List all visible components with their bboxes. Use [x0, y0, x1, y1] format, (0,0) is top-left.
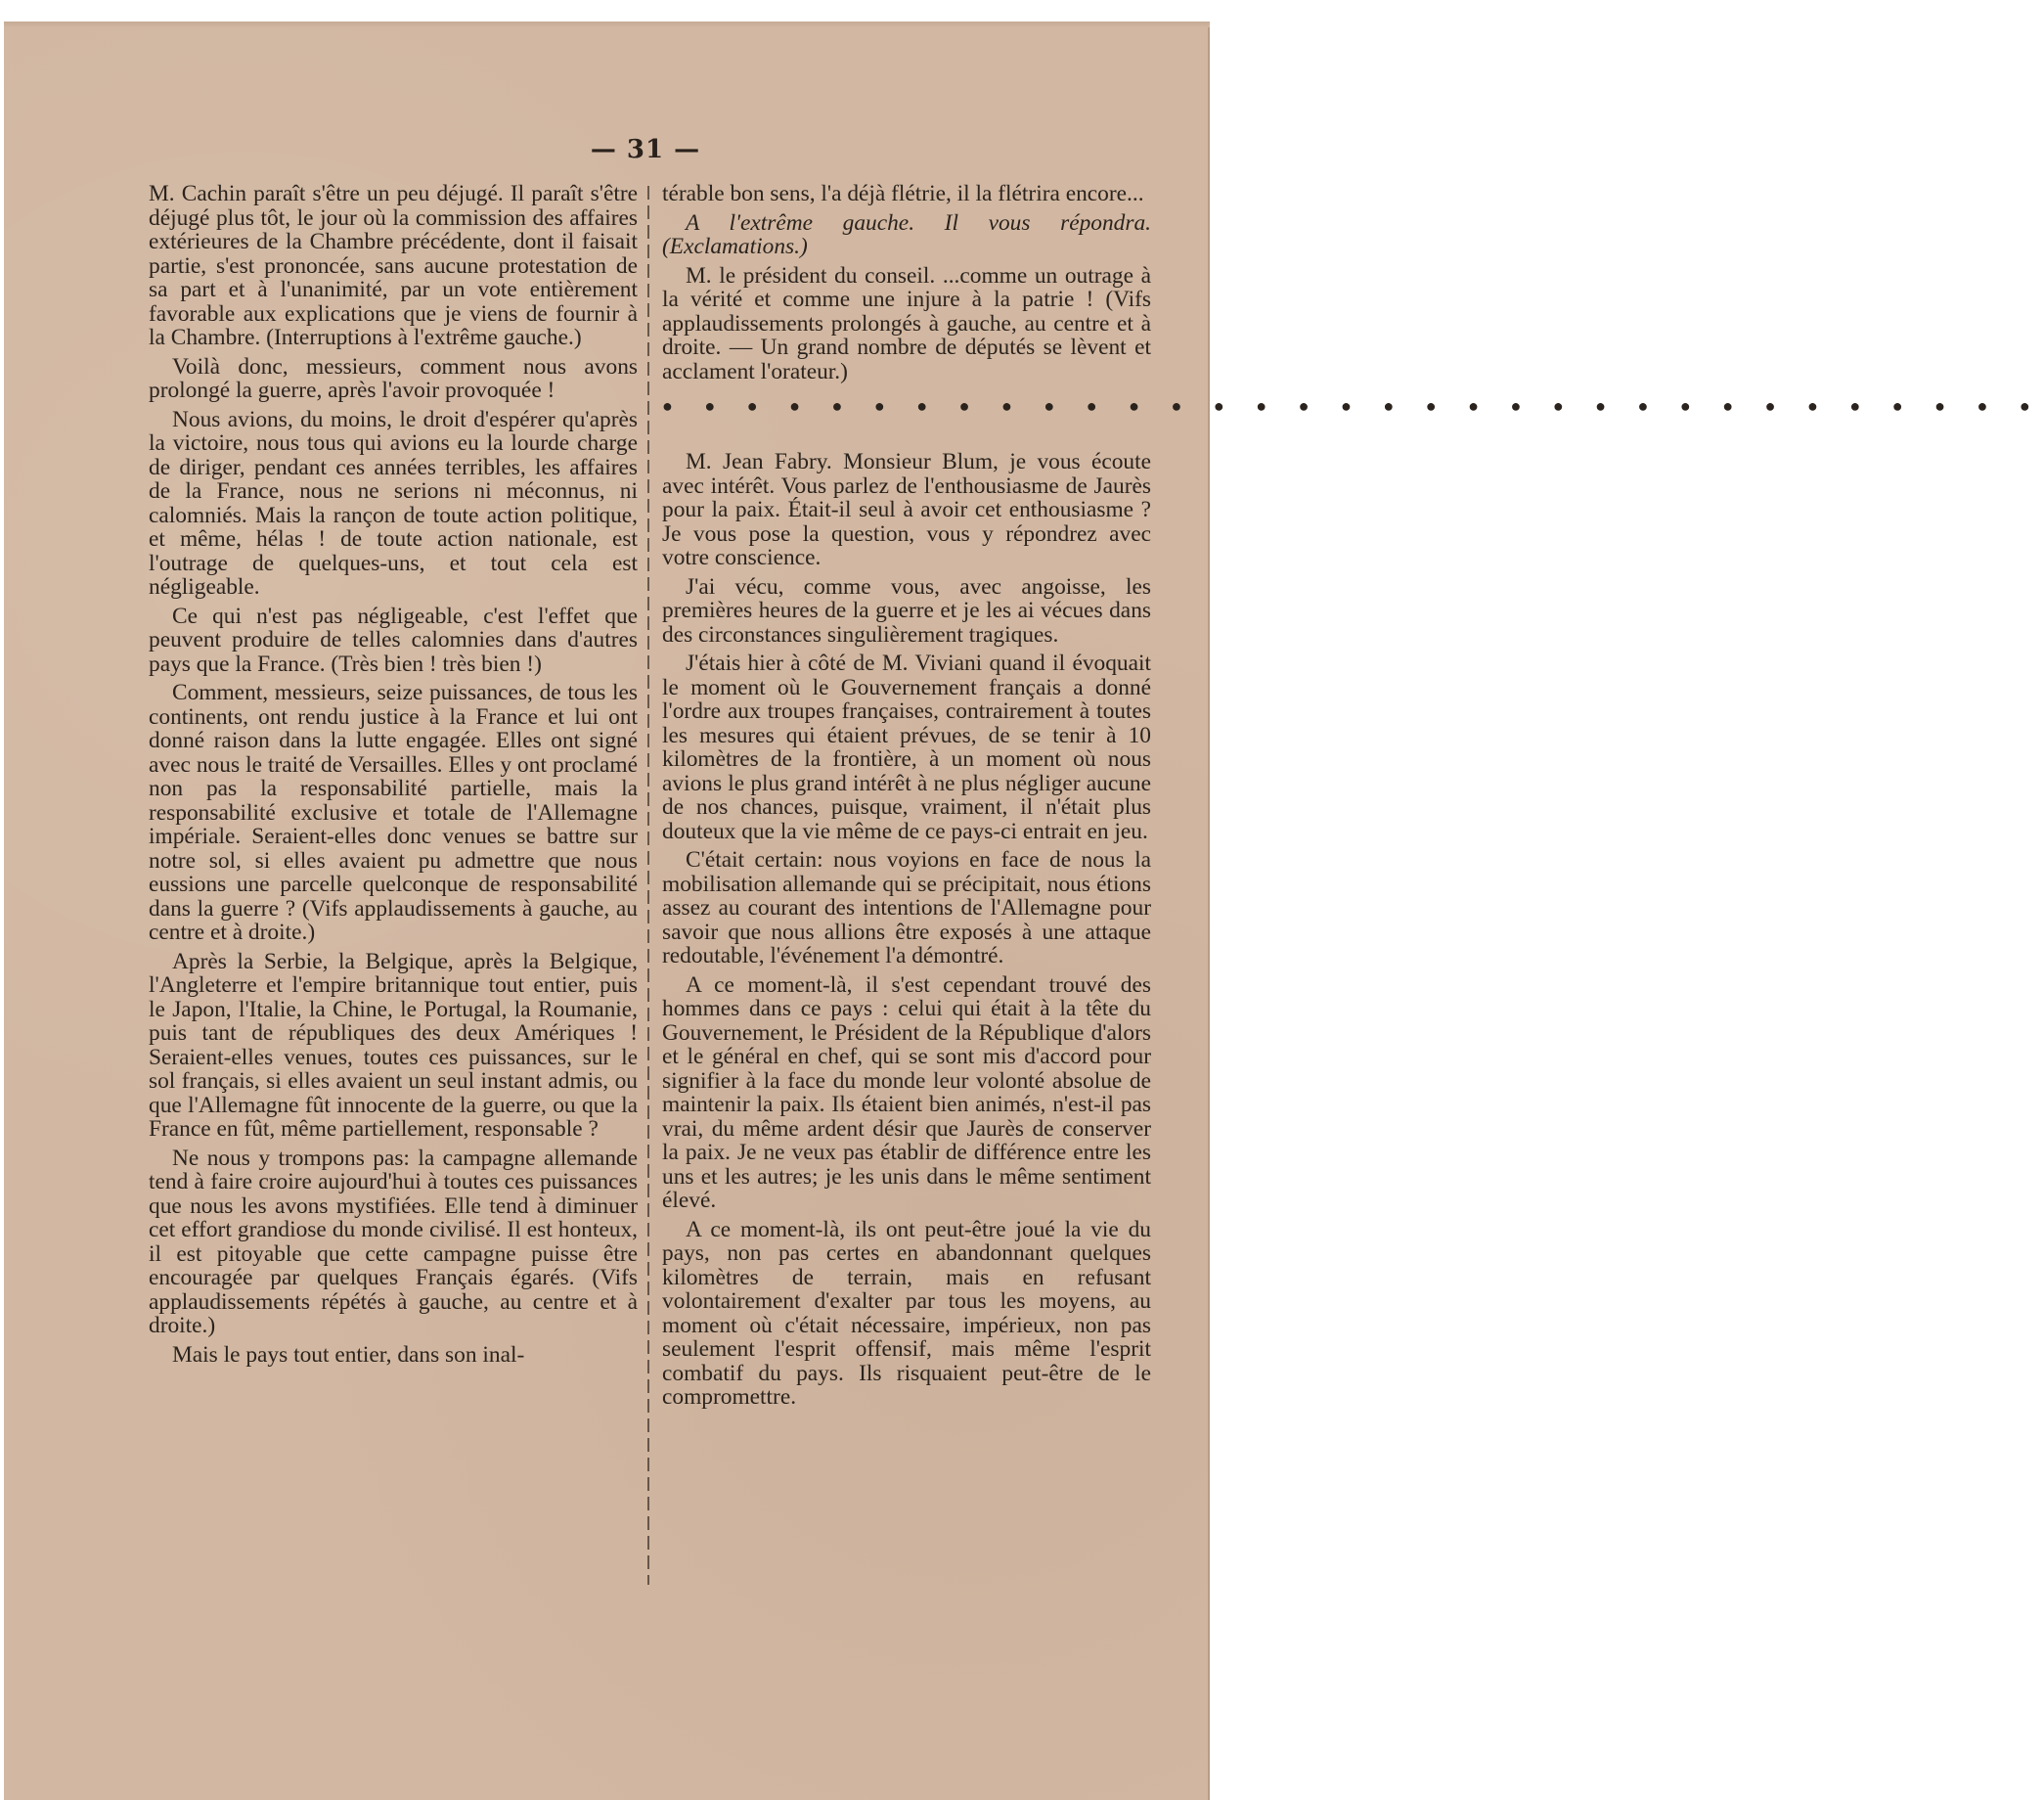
page-number: — 31 —	[590, 135, 701, 164]
paragraph: térable bon sens, l'a déjà flétrie, il la flétrira encore...	[662, 181, 1144, 206]
interjection: A l'extrême gauche. Il vous répondra. (Exclamations.)	[662, 209, 1151, 259]
paragraph: Ne nous y trompons pas: la campagne allemande tend à faire croire aujourd'hui à toutes ces puissances que nous les avons mystifiées. Elle tend à diminuer cet effort grandiose du monde civilisé. Il est honteux, il est pitoyable que cette campagne puisse être encouragée par quelques Français égarés. (Vifs applaudissements répétés à gauche, au centre et à droite.)	[149, 1145, 638, 1338]
paragraph: Comment, messieurs, seize puissances, de tous les continents, ont rendu justice à la France et lui ont donné raison dans la lutte engagée. Elles ont signé avec nous le traité de Versailles. Elles y ont proclamé non pas la responsabilité partielle, mais la responsabilité exclusive et totale de l'Allemagne impériale. Seraient-elles donc venues se battre sur notre sol, si elles avaient pu admettre que nous eussions une parcelle quelconque de responsabilité dans la guerre ? (Vifs applaudissements à gauche, au centre et à droite.)	[149, 680, 638, 945]
paragraph: M. Cachin paraît s'être un peu déjugé. Il paraît s'être déjugé plus tôt, le jour où la commission des affaires extérieures de la Chambre précédente, dont il faisait partie, s'est prononcée, sans aucune protestation de sa part et à l'unanimité, par un vote entièrement favorable aux explications que je viens de fournir à la Chambre. (Interruptions à l'extrême gauche.)	[149, 181, 638, 350]
paragraph: M. Jean Fabry. Monsieur Blum, je vous écoute avec intérêt. Vous parlez de l'enthousiasme de Jaurès pour la paix. Était-il seul à avoir cet enthousiasme ? Je vous pose la question, vous y répondrez avec votre conscience.	[662, 449, 1151, 570]
left-column	[149, 182, 638, 1372]
column-rule	[647, 186, 649, 1585]
paragraph: J'étais hier à côté de M. Viviani quand il évoquait le moment où le Gouvernement français a donné l'ordre aux troupes françaises, contrairement à toutes les mesures qui étaient prévues, de se tenir à 10 kilomètres de la frontière, à un moment où nous avions le plus grand intérêt à ne plus négliger aucune de nos chances, puisque, vraiment, il n'était plus douteux que la vie même de ce pays-ci entrait en jeu.	[662, 651, 1151, 844]
paragraph: Mais le pays tout entier, dans son inal-	[172, 1341, 525, 1368]
paragraph: Après la Serbie, la Belgique, après la Belgique, l'Angleterre et l'empire britannique tout entier, puis le Japon, l'Italie, la Chine, le Portugal, la Roumanie, puis tant de républiques des deux Amériques ! Seraient-elles venues, toutes ces puissances, sur le sol français, si elles avaient un seul instant admis, ou que l'Allemagne fût innocente de la guerre, ou que la France en fût, même partiellement, responsable ?	[149, 948, 638, 1142]
paragraph: C'était certain: nous voyions en face de nous la mobilisation allemande qui se précipitait, nous étions assez au courant des intentions de l'Allemagne pour savoir que nous allions être exposés à une attaque redoutable, l'événement l'a démontré.	[662, 847, 1151, 968]
paragraph: M. le président du conseil. ...comme un outrage à la vérité et comme une injure à la patrie ! (Vifs applaudissements prolongés à gauche, au centre et à droite. — Un grand nombre de députés se lèvent et acclament l'orateur.)	[662, 262, 1151, 384]
paragraph: A ce moment-là, ils ont peut-être joué la vie du pays, non pas certes en abandonnant quelques kilomètres de terrain, mais en refusant volontairement d'exalter par tous les moyens, au moment où c'était nécessaire, impérieux, non pas seulement l'esprit offensif, mais même l'esprit combatif du pays. Ils risquaient peut-être de le compromettre.	[662, 1216, 1151, 1410]
paragraph: Ce qui n'est pas négligeable, c'est l'effet que peuvent produire de telles calomnies dans d'autres pays que la France. (Très bien ! très bien !)	[149, 603, 638, 677]
right-column	[662, 181, 2044, 1415]
paragraph: Voilà donc, messieurs, comment nous avons prolongé la guerre, après l'avoir provoquée !	[149, 353, 638, 403]
paragraph: J'ai vécu, comme vous, avec angoisse, les premières heures de la guerre et je les ai vécues dans des circonstances singulièrement tragiques.	[662, 573, 1151, 648]
sheet-edge	[4, 22, 1210, 27]
paragraph: A ce moment-là, il s'est cependant trouvé des hommes dans ce pays : celui qui était à la tête du Gouvernement, le Président de la République d'alors et le général en chef, qui se sont mis d'accord pour signifier à la face du monde leur volonté absolue de maintenir la paix. Ils étaient bien animés, n'est-il pas vrai, du même ardent désir que Jaurès de conserver la paix. Je ne veux pas établir de différence entre les uns et les autres; je les unis dans le même sentiment élevé.	[662, 971, 1151, 1213]
paragraph: Nous avions, du moins, le droit d'espérer qu'après la victoire, nous tous qui avions eu la lourde charge de diriger, pendant ces années terribles, les affaires de la France, nous ne serions ni méconnus, ni calomniés. Mais la rançon de toute action politique, et même, hélas ! de toute action nationale, est l'outrage de quelques-uns, et tout cela est négligeable.	[149, 406, 638, 600]
separator-dots: ● ● ● ● ● ● ● ● ● ● ● ● ● ● ● ● ● ● ● ● ● ● ● ● ● ● ● ● ● ● ● ● ●	[662, 396, 2044, 416]
